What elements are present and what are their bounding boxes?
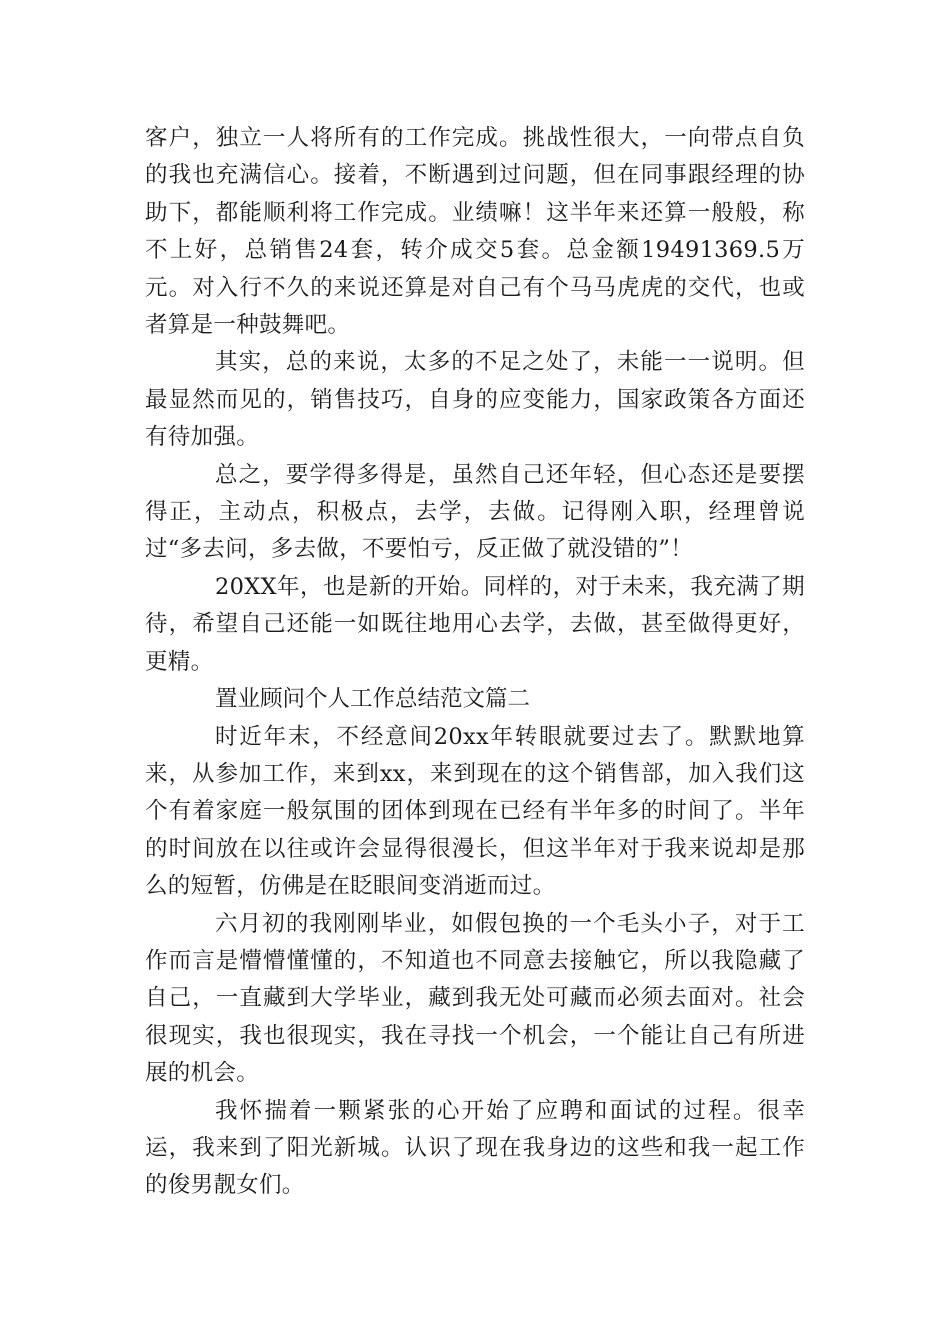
- paragraph-attitude: 总之，要学得多得是，虽然自己还年轻，但心态还是要摆得正，主动点，积极点，去学，去做。记得刚入职，经理曾说过“多去问，多去做，不要怕亏，反正做了就没错的”！: [145, 461, 805, 563]
- paragraph-shortcomings: 其实，总的来说，太多的不足之处了，未能一一说明。但最显然而见的，销售技巧，自身的应变能力，国家政策各方面还有待加强。: [145, 349, 805, 451]
- paragraph-graduation: 六月初的我刚刚毕业，如假包换的一个毛头小子，对于工作而言是懵懵懂懂的，不知道也不同意去接触它，所以我隐藏了自己，一直藏到大学毕业，藏到我无处可藏而必须去面对。社会很现实，我也很现实，我在寻找一个机会，一个能让自己有所进展的机会。: [145, 910, 805, 1087]
- paragraph-new-year: 20XX年，也是新的开始。同样的，对于未来，我充满了期待，希望自己还能一如既往地用心去学，去做，甚至做得更好，更精。: [145, 573, 805, 675]
- paragraph-year-end: 时近年末，不经意间20xx年转眼就要过去了。默默地算来，从参加工作，来到xx，来到现在的这个销售部，加入我们这个有着家庭一般氛围的团体到现在已经有半年多的时间了。半年的时间放在以往或许会显得很漫长，但这半年对于我来说却是那么的短暂，仿佛是在眨眼间变消逝而过。: [145, 723, 805, 900]
- section-heading: 置业顾问个人工作总结范文篇二: [215, 686, 531, 713]
- document-body: [145, 120, 805, 1205]
- paragraph-interview: 我怀揣着一颗紧张的心开始了应聘和面试的过程。很幸运，我来到了阳光新城。认识了现在我身边的这些和我一起工作的俊男靓女们。: [145, 1097, 805, 1199]
- paragraph-sales-summary: 客户，独立一人将所有的工作完成。挑战性很大，一向带点自负的我也充满信心。接着，不断遇到过问题，但在同事跟经理的协助下，都能顺利将工作完成。业绩嘛！这半年来还算一般般，称不上好，总销售24套，转介成交5套。总金额19491369.5万元。对入行不久的来说还算是对自己有个马马虎虎的交代，也或者算是一种鼓舞吧。: [145, 125, 805, 339]
